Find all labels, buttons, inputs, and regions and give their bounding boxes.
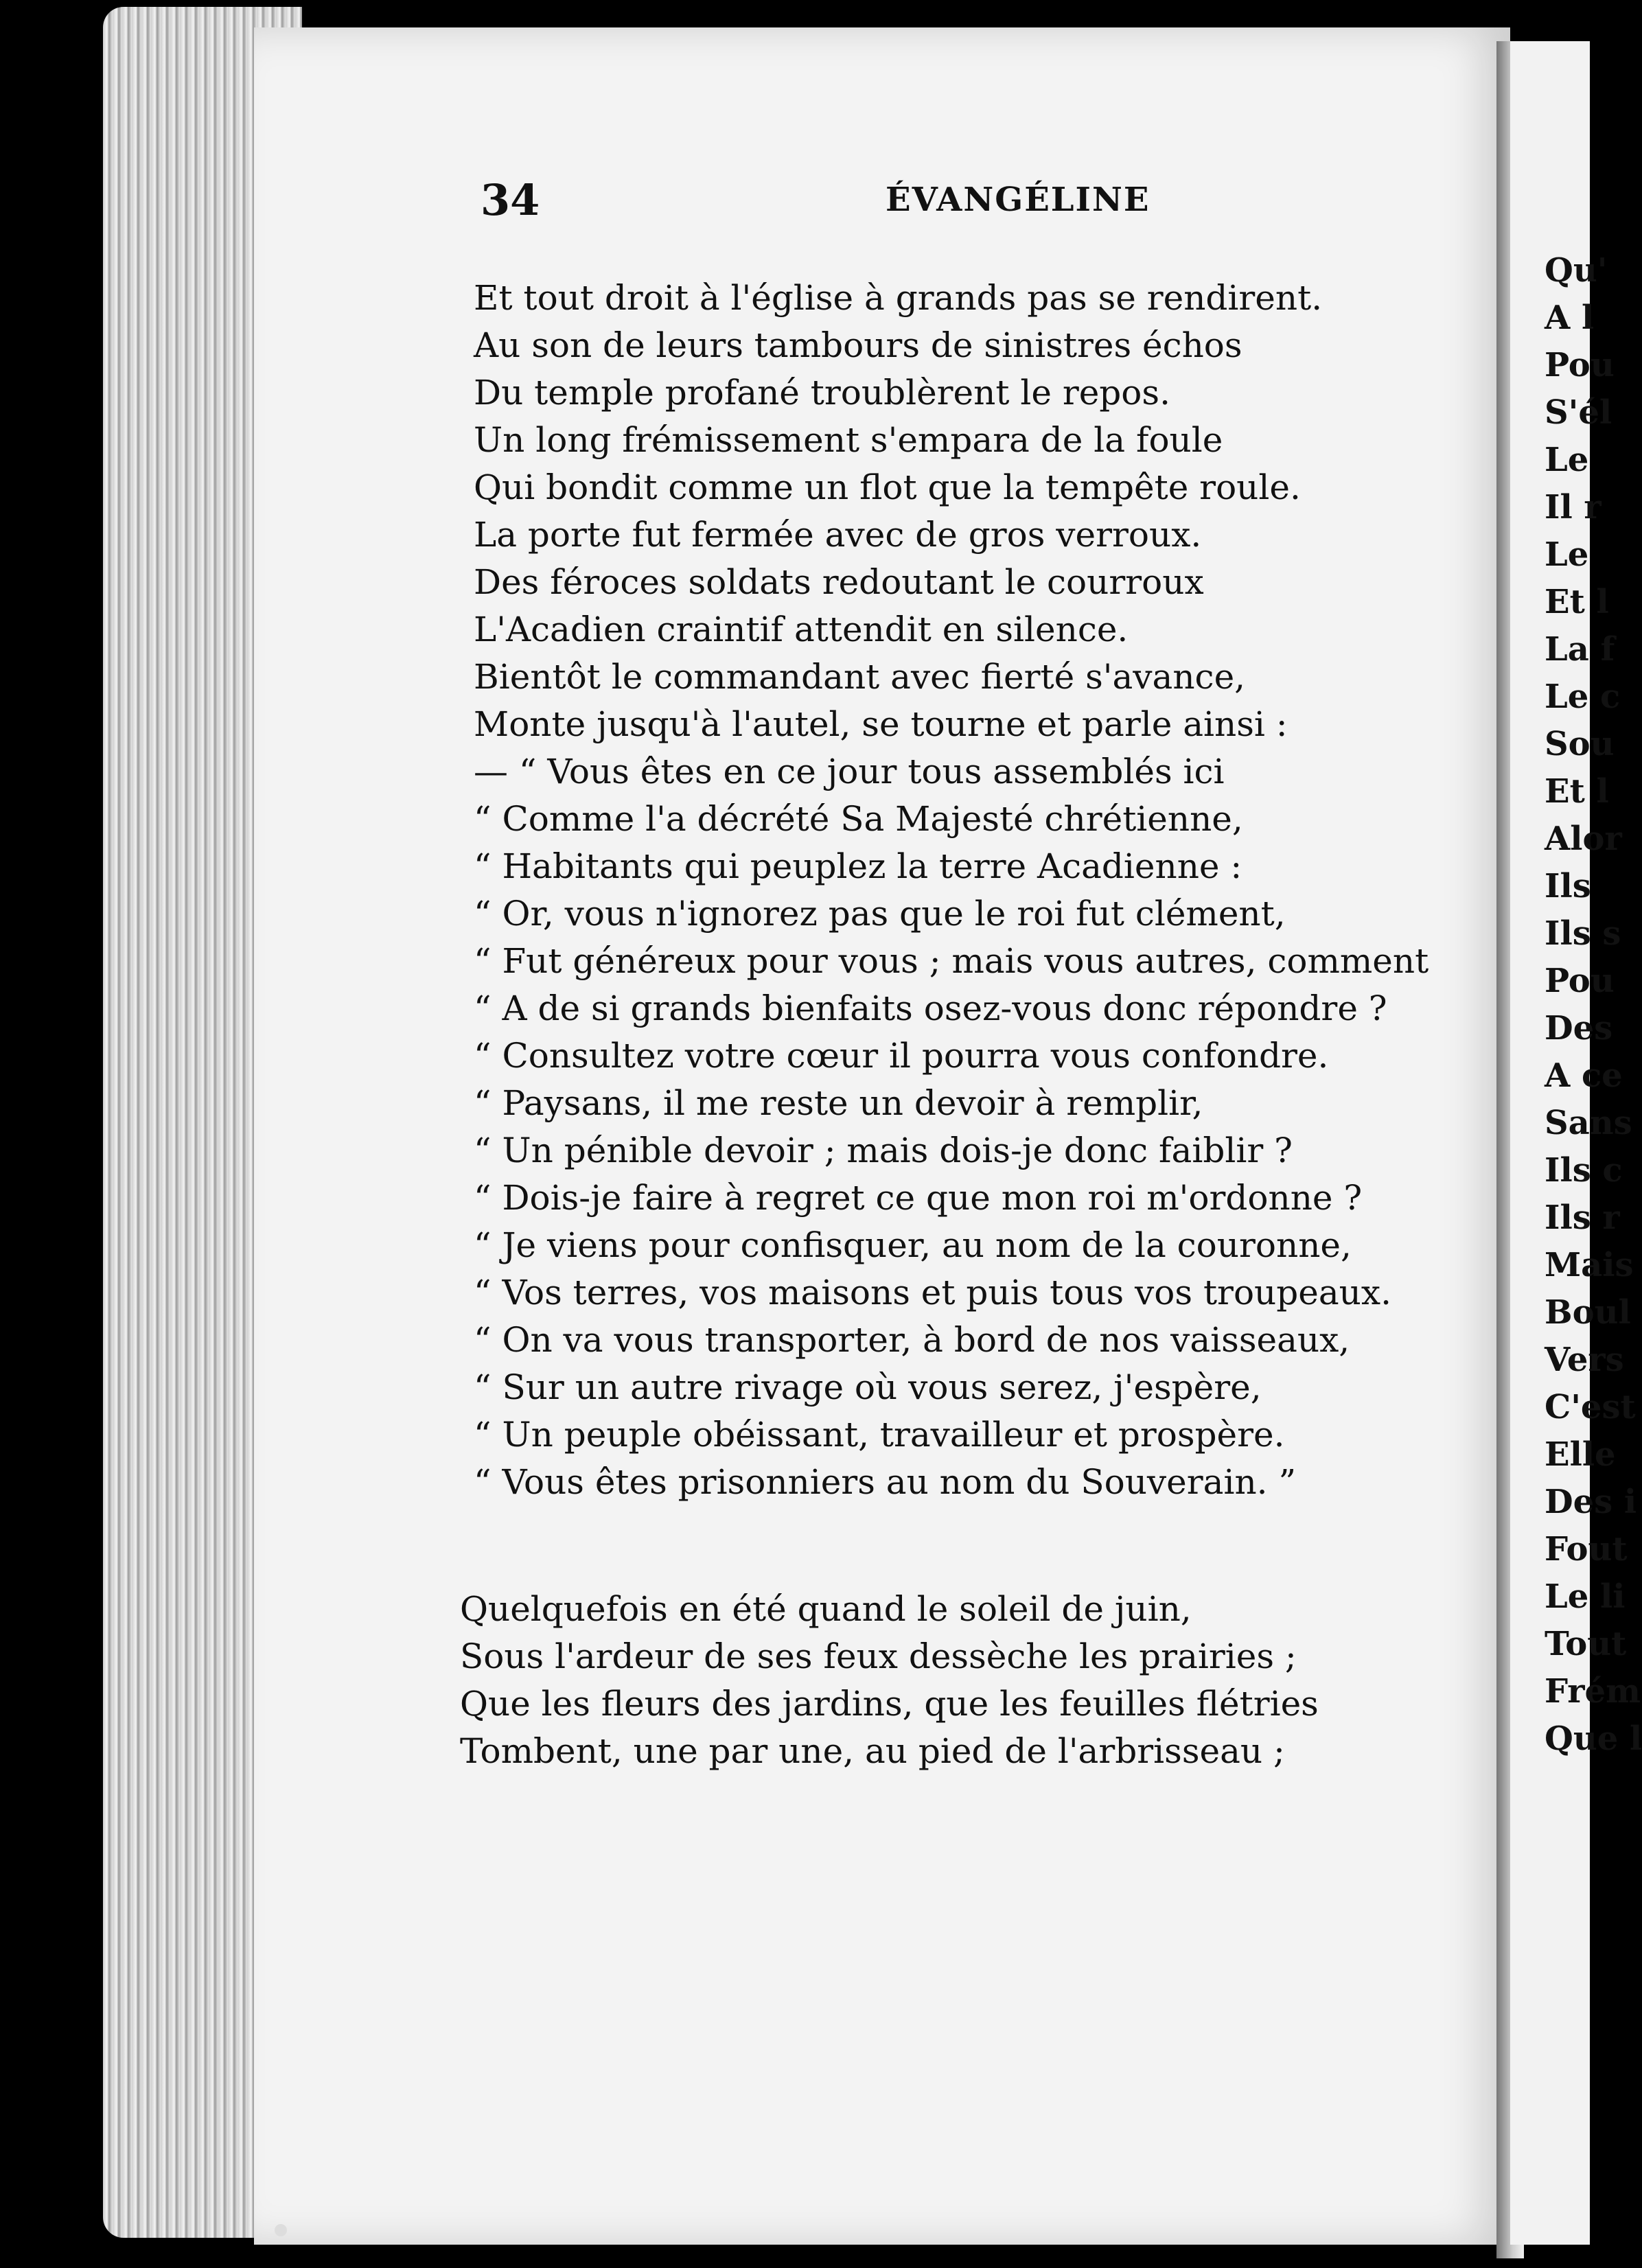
poem-line: “ Un pénible devoir ; mais dois-je donc faiblir ? xyxy=(474,1131,1293,1170)
fragment: Qu' xyxy=(1545,251,1608,290)
fragment: La f xyxy=(1545,630,1615,669)
poem-line: “ Comme l'a décrété Sa Majesté chrétienne, xyxy=(474,799,1243,839)
poem-line: Quelquefois en été quand le soleil de juin, xyxy=(460,1589,1192,1629)
poem-line: Que les fleurs des jardins, que les feuilles flétries xyxy=(460,1684,1319,1724)
fragment: Sans xyxy=(1545,1104,1632,1142)
fragment: Le li xyxy=(1545,1577,1626,1616)
poem-stanza-2 xyxy=(460,1586,1319,1775)
fragment: C'est xyxy=(1545,1388,1636,1426)
poem-line: Et tout droit à l'église à grands pas se rendirent. xyxy=(474,278,1323,318)
book-page xyxy=(254,27,1510,2245)
poem-line: “ A de si grands bienfaits osez-vous donc répondre ? xyxy=(474,988,1387,1028)
fragment: Ils xyxy=(1545,867,1591,905)
poem-line: “ Habitants qui peuplez la terre Acadienne : xyxy=(474,846,1242,886)
fragment: S'él xyxy=(1545,393,1612,432)
fragment: Et l xyxy=(1545,583,1609,621)
fragment: Que l xyxy=(1545,1720,1642,1758)
fragment: Ils s xyxy=(1545,914,1621,953)
running-title: ÉVANGÉLINE xyxy=(886,181,1150,219)
poem-line: L'Acadien craintif attendit en silence. xyxy=(474,610,1129,649)
fragment: Frém xyxy=(1545,1672,1641,1711)
poem-line: “ Dois-je faire à regret ce que mon roi m'ordonne ? xyxy=(474,1178,1363,1218)
poem-line: “ Or, vous n'ignorez pas que le roi fut clément, xyxy=(474,894,1286,934)
poem-line: Sous l'ardeur de ses feux dessèche les prairies ; xyxy=(460,1636,1297,1676)
poem-line: — “ Vous êtes en ce jour tous assemblés ici xyxy=(474,752,1225,791)
fragment: Sou xyxy=(1545,725,1615,763)
poem-line: Bientôt le commandant avec fierté s'avance, xyxy=(474,657,1246,697)
poem-line: Tombent, une par une, au pied de l'arbrisseau ; xyxy=(460,1731,1285,1771)
fragment: Il r xyxy=(1545,488,1601,526)
fragment: Le xyxy=(1545,441,1589,479)
page-number: 34 xyxy=(481,175,540,225)
fragment: Et l xyxy=(1545,772,1609,811)
fragment: Fout xyxy=(1545,1530,1628,1569)
poem-line: “ Fut généreux pour vous ; mais vous autres, comment xyxy=(474,941,1429,981)
scan-speck xyxy=(275,2224,287,2236)
poem-line: Du temple profané troublèrent le repos. xyxy=(474,373,1170,413)
fragment: A ce xyxy=(1545,1056,1623,1095)
poem-line: La porte fut fermée avec de gros verroux. xyxy=(474,515,1202,555)
fragment: Le xyxy=(1545,535,1589,574)
fragment: Ils c xyxy=(1545,1151,1623,1190)
poem-stanza-1 xyxy=(474,275,1429,1506)
poem-line: “ On va vous transporter, à bord de nos vaisseaux, xyxy=(474,1320,1350,1360)
poem-line: “ Paysans, il me reste un devoir à remplir, xyxy=(474,1083,1203,1123)
poem-line: Un long frémissement s'empara de la foule xyxy=(474,420,1223,460)
fragment: Mais xyxy=(1545,1246,1634,1284)
page-header xyxy=(254,175,1510,230)
facing-page-line-fragments xyxy=(1545,247,1642,1763)
fragment: Vers xyxy=(1545,1341,1624,1379)
fragment: Boul xyxy=(1545,1293,1631,1332)
poem-line: “ Un peuple obéissant, travailleur et prospère. xyxy=(474,1415,1285,1455)
fragment: Ils r xyxy=(1545,1199,1620,1237)
fragment: Elle xyxy=(1545,1435,1616,1474)
fragment: Pou xyxy=(1545,962,1615,1000)
fragment: Des i xyxy=(1545,1483,1637,1521)
poem-line: “ Vous êtes prisonniers au nom du Souverain. ” xyxy=(474,1462,1297,1502)
poem-line: “ Sur un autre rivage où vous serez, j'espère, xyxy=(474,1367,1262,1407)
fragment: Des xyxy=(1545,1009,1613,1048)
fragment: Alor xyxy=(1545,820,1622,858)
poem-line: “ Vos terres, vos maisons et puis tous vos troupeaux. xyxy=(474,1273,1391,1312)
fragment: A l xyxy=(1545,299,1595,337)
fragment: Pou xyxy=(1545,346,1615,384)
poem-line: “ Je viens pour confisquer, au nom de la couronne, xyxy=(474,1225,1352,1265)
poem-line: Des féroces soldats redoutant le courroux xyxy=(474,562,1204,602)
poem-line: Monte jusqu'à l'autel, se tourne et parle ainsi : xyxy=(474,704,1288,744)
poem-line: Qui bondit comme un flot que la tempête roule. xyxy=(474,467,1301,507)
poem-line: “ Consultez votre cœur il pourra vous confondre. xyxy=(474,1036,1329,1076)
poem-line: Au son de leurs tambours de sinistres échos xyxy=(474,325,1242,365)
fragment: Tout xyxy=(1545,1625,1627,1663)
fragment: Le c xyxy=(1545,678,1621,716)
